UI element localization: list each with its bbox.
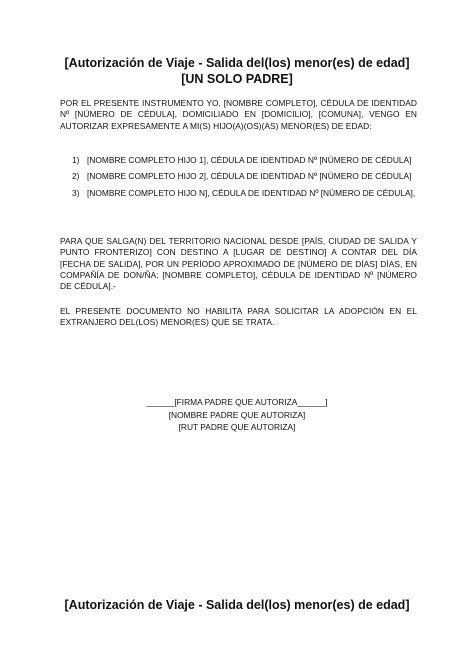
signature-line: ______[FIRMA PADRE QUE AUTORIZA______] xyxy=(146,397,328,407)
list-item-number: 2) xyxy=(72,171,80,182)
document-subtitle: [UN SOLO PADRE] xyxy=(181,72,293,86)
list-item-number: 1) xyxy=(72,155,80,165)
signature-name: [NOMBRE PADRE QUE AUTORIZA] xyxy=(168,409,306,420)
list-item-text: [NOMBRE COMPLETO HIJO 1], CÉDULA DE IDENTIDAD Nº [NÚMERO DE CÉDULA] xyxy=(87,155,412,165)
list-item-number: 3) xyxy=(72,187,80,198)
footer-title: [Autorización de Viaje - Salida del(los) menor(es) de edad] xyxy=(64,598,410,612)
intro-paragraph: POR EL PRESENTE INSTRUMENTO YO, [NOMBRE COMPLETO], CÉDULA DE IDENTIDAD Nº [NÚMERO DE CÉDULA], DOMICILIADO EN [DOMICILIO], [COMUNA], VENGO EN AUTORIZAR EXPRESAMENTE A MI(S) HIJO(A)(OS)(AS) MENOR(ES) DE EDAD: xyxy=(60,98,417,131)
document-title: [Autorización de Viaje - Salida del(los) menor(es) de edad] xyxy=(64,56,410,70)
travel-paragraph: PARA QUE SALGA(N) DEL TERRITORIO NACIONAL DESDE [PAÍS, CIUDAD DE SALIDA Y PUNTO FRONTERIZO] CON DESTINO A [LUGAR DE DESTINO] A CONTAR DEL DÍA [FECHA DE SALIDA], POR UN PERÍODO APROXIMADO DE [NÚMERO DE DÍAS] DÍAS, EN COMPAÑÍA DE DON/ÑA: [NOMBRE COMPLETO], CÉDULA DE IDENTIDAD Nº [NÚMERO DE CÉDULA].- xyxy=(60,236,417,292)
list-item xyxy=(60,188,417,199)
list-item-text: [NOMBRE COMPLETO HIJO 2], CÉDULA DE IDENTIDAD Nº [NÚMERO DE CÉDULA] xyxy=(87,171,412,182)
signature-rut: [RUT PADRE QUE AUTORIZA] xyxy=(178,422,296,433)
minors-list xyxy=(60,155,417,204)
list-item xyxy=(60,155,417,166)
list-item xyxy=(60,171,417,182)
list-item-text: [NOMBRE COMPLETO HIJO N], CÉDULA DE IDENTIDAD Nº [NÚMERO DE CÉDULA], xyxy=(87,187,416,198)
disclaimer-paragraph: EL PRESENTE DOCUMENTO NO HABILITA PARA SOLICITAR LA ADOPCIÓN EN EL EXTRANJERO DEL(LOS) MENOR(ES) QUE SE TRATA. xyxy=(60,306,417,328)
signature-block xyxy=(0,396,474,434)
